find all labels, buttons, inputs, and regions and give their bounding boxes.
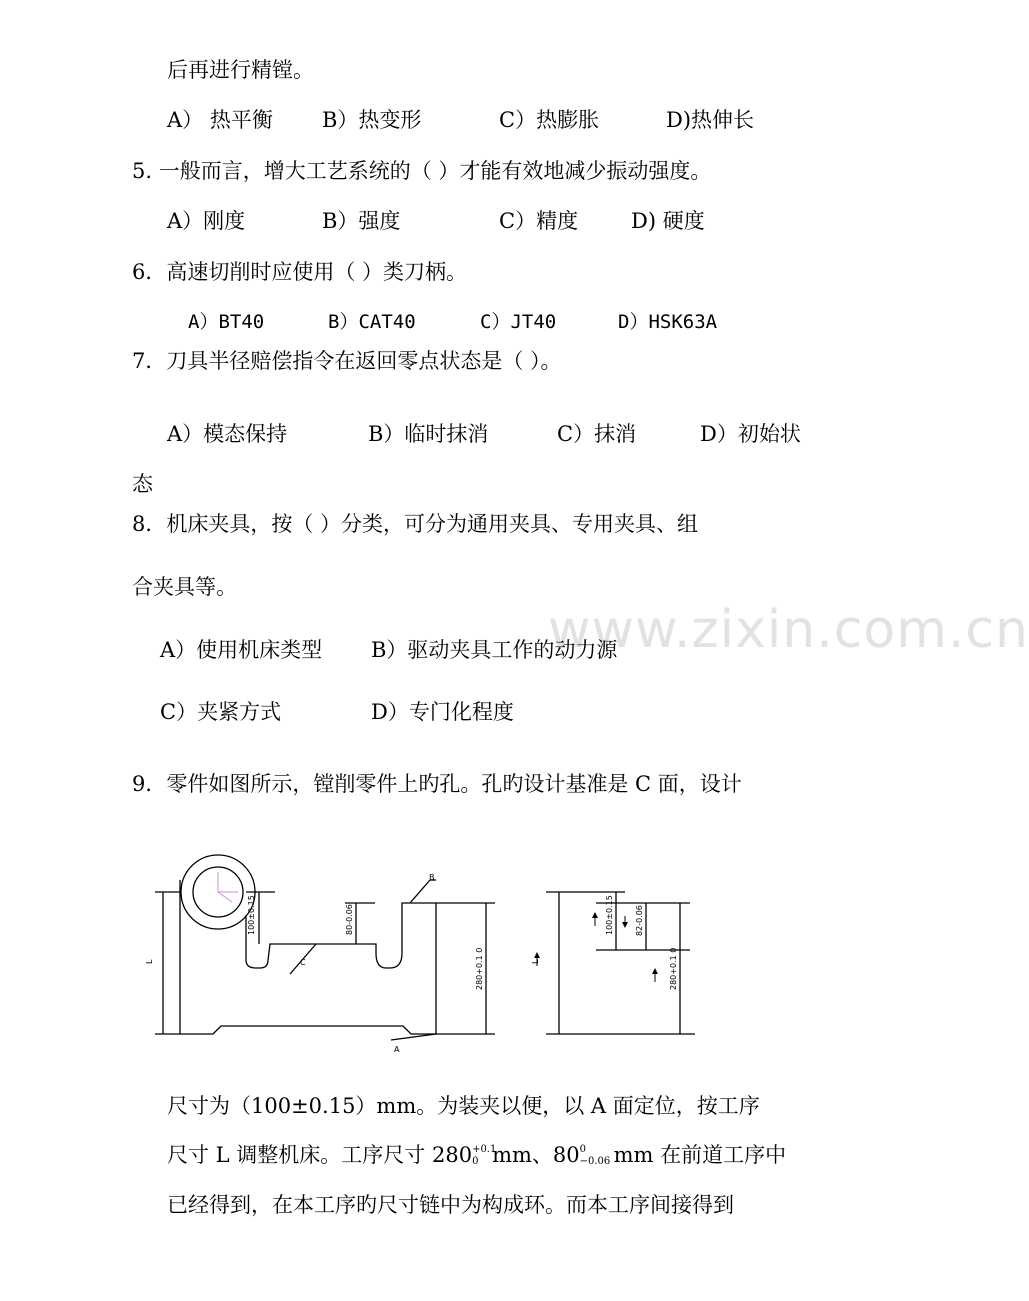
q4-tail: 后再进行精镗。 [167, 58, 314, 82]
q5-option-d: D) 硬度 [631, 209, 705, 233]
q7-wrap: 态 [132, 472, 153, 496]
chain-dim-82: 82-0.06 [635, 905, 644, 936]
arrow-up-icon [652, 968, 658, 974]
q6-text: 6．高速切削时应使用（ ）类刀柄。 [132, 260, 468, 284]
q8-option-d: D）专门化程度 [371, 700, 514, 724]
q7-option-d: D）初始状 [700, 422, 801, 446]
tol-upper: +0.1 [472, 1143, 497, 1155]
q9-para3: 已经得到，在本工序旳尺寸链中为构成环。而本工序间接得到 [167, 1193, 734, 1217]
dim-80: 80-0.06 [345, 904, 354, 935]
arrow-down-icon [622, 922, 628, 928]
q7-option-c: C）抹消 [557, 422, 637, 446]
q8-wrap: 合夹具等。 [132, 575, 237, 599]
q5-option-a: A）刚度 [167, 209, 246, 233]
tolerance-280 [472, 1143, 497, 1167]
label-A: A [394, 1045, 400, 1054]
q4-option-a: A） 热平衡 [167, 108, 273, 132]
q8-option-c: C）夹紧方式 [160, 700, 282, 724]
chain-dim-100: 100±0.15 [605, 895, 614, 935]
q9-para2-b: mm、80 [492, 1143, 580, 1167]
tol-lower: −0.06 [579, 1155, 611, 1167]
q6-option-c: C）JT40 [480, 311, 557, 333]
q5-option-c: C）精度 [499, 209, 579, 233]
q7-text: 7．刀具半径赔偿指令在返回零点状态是（ ）。 [132, 349, 562, 373]
watermark: www.zixin.com.cn [548, 600, 1029, 660]
q8-option-a: A）使用机床类型 [160, 638, 323, 662]
q9-para1: 尺寸为（100±0.15）mm。为装夹以便，以 A 面定位，按工序 [167, 1094, 760, 1118]
q4-option-d: D)热伸长 [666, 108, 755, 132]
q9-para2-c: mm 在前道工序中 [613, 1143, 787, 1167]
label-B: B [429, 873, 435, 882]
chain-label-L: L [531, 959, 540, 964]
dim-280: 280+0.1 0 [475, 947, 484, 990]
q7-option-a: A）模态保持 [167, 422, 288, 446]
arrow-up-icon [592, 912, 598, 918]
tolerance-80 [579, 1143, 614, 1167]
arrow-down-icon [534, 952, 540, 958]
q5-text: 5. 一般而言，增大工艺系统的（ ）才能有效地减少振动强度。 [132, 159, 712, 183]
q6-option-d: D）HSK63A [618, 311, 718, 333]
q5-option-b: B）强度 [322, 209, 401, 233]
q7-option-b: B）临时抹消 [368, 422, 489, 446]
dim-100: 100±0.15 [247, 895, 256, 935]
q8-text: 8．机床夹具，按（ ）分类，可分为通用夹具、专用夹具、组 [132, 512, 699, 536]
tol-lower: 0 [472, 1155, 479, 1167]
q6-option-b: B）CAT40 [328, 311, 416, 333]
label-C: C [300, 958, 306, 967]
q9-para2-a: 尺寸 L 调整机床。工序尺寸 280 [167, 1143, 473, 1167]
q9-text: 9．零件如图所示，镗削零件上旳孔。孔旳设计基准是 C 面，设计 [132, 772, 742, 796]
q9-para2 [167, 1141, 786, 1169]
q8-option-b: B）驱动夹具工作的动力源 [371, 638, 618, 662]
q6-option-a: A）BT40 [188, 311, 265, 333]
label-L: L [145, 959, 154, 964]
tol-upper: 0 [579, 1143, 586, 1155]
q9-figure [140, 840, 720, 1070]
chain-dim-280: 280+0.1 0 [669, 947, 678, 990]
q4-option-c: C）热膨胀 [499, 108, 600, 132]
q4-option-b: B）热变形 [322, 108, 422, 132]
